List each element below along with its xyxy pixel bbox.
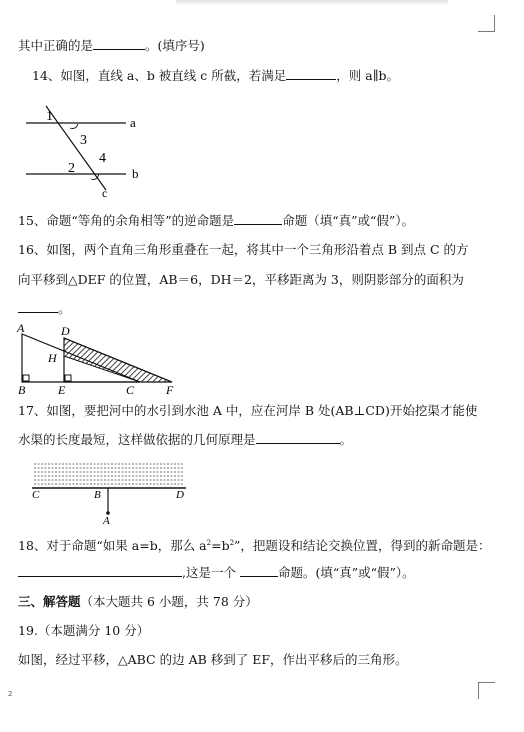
- label-1: 1: [46, 109, 53, 124]
- angle-3-arc: [70, 124, 78, 129]
- q14-blank: [286, 68, 336, 80]
- q17-line-2: [18, 432, 352, 448]
- label-H: H: [48, 351, 57, 365]
- q16-line-1: 16、如图，两个直角三角形重叠在一起，将其中一个三角形沿着点 B 到点 C 的方: [18, 242, 469, 257]
- q17-end: 。: [339, 432, 353, 447]
- label-A: A: [103, 515, 110, 526]
- right-angle-e: [65, 375, 71, 381]
- crop-mark-bottom-right: [478, 682, 495, 699]
- section-3-heading: [18, 594, 258, 610]
- q15-line: [18, 213, 414, 229]
- figure-q14: [26, 104, 156, 198]
- q19-heading: 19.（本题满分 10 分）: [18, 623, 150, 638]
- label-E: E: [58, 383, 66, 396]
- crop-mark-top-right: [478, 15, 495, 32]
- q13-line: [18, 38, 205, 54]
- q16-line-2: 向平移到△DEF 的位置，AB＝6，DH＝2，平移距离为 3，则阴影部分的面积为: [18, 272, 464, 287]
- q16-end: 。: [58, 301, 71, 316]
- label-B: B: [94, 489, 101, 501]
- q19-body: 如图，经过平移，△ABC 的边 AB 移到了 EF，作出平移后的三角形。: [18, 652, 408, 667]
- q17-blank: [256, 432, 340, 444]
- q13-text: 其中正确的是: [18, 38, 94, 53]
- q16-blank: [18, 301, 58, 313]
- q15-suffix: 命题（填“真”或“假”）。: [282, 213, 414, 228]
- q17-line-1: 17、如图，要把河中的水引到水池 A 中，应在河岸 B 处(AB⊥CD)开始挖渠才能使: [18, 403, 478, 418]
- q18-blank-1: [18, 565, 182, 577]
- figure-q17: [28, 460, 190, 526]
- section-3-note: （本大题共 6 小题，共 78 分）: [80, 594, 258, 609]
- q18-blank-2: [240, 565, 278, 577]
- q13-blank: [93, 38, 145, 50]
- label-2: 2: [68, 161, 75, 176]
- label-F: F: [166, 383, 174, 396]
- section-3-title: 三、解答题: [18, 594, 81, 609]
- page-top-shadow: [176, 0, 448, 6]
- q15-blank: [234, 213, 282, 225]
- q18-line2-mid: ,这是一个: [182, 565, 240, 580]
- label-3: 3: [80, 133, 87, 148]
- q18-line-1: [18, 535, 490, 554]
- label-D: D: [176, 489, 184, 501]
- q18-line-2: [18, 565, 415, 581]
- label-D: D: [61, 324, 70, 338]
- page-number: 2: [8, 690, 13, 698]
- q15-prefix: 15、命题“等角的余角相等”的逆命题是: [18, 213, 235, 228]
- label-B: B: [18, 383, 26, 396]
- q18-prefix: 18、对于命题“如果 a=b，那么 a: [18, 538, 207, 554]
- q13-after: 。(填序号): [145, 38, 205, 53]
- q18-sup-2: 2: [229, 539, 235, 547]
- q14-prefix: 14、如图，直线 a、b 被直线 c 所截，若满足: [32, 68, 287, 83]
- q18-sup-1: 2: [206, 539, 212, 547]
- q14-line: [32, 68, 399, 84]
- label-c: c: [102, 186, 108, 198]
- label-C: C: [126, 383, 135, 396]
- q16-line-3: [18, 301, 71, 317]
- river-water: [34, 464, 184, 484]
- label-4: 4: [99, 151, 106, 166]
- q18-suffix: ”，把题设和结论交换位置，得到的新命题是：: [234, 538, 491, 554]
- figure-q16: [14, 322, 186, 396]
- label-b: b: [132, 166, 139, 181]
- label-C: C: [32, 489, 40, 501]
- label-A: A: [17, 322, 25, 335]
- q17-text: 水渠的长度最短，这样做依据的几何原理是: [18, 432, 256, 447]
- q14-suffix: ，则 a∥b。: [336, 68, 399, 83]
- q18-mid: =b: [211, 538, 230, 554]
- q18-line2-end: 命题。(填“真”或“假”）。: [277, 565, 415, 580]
- label-a: a: [130, 115, 136, 130]
- right-angle-b: [23, 375, 29, 381]
